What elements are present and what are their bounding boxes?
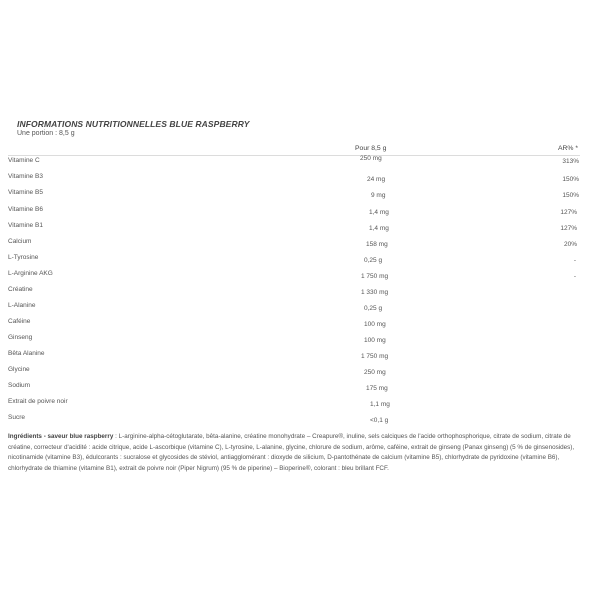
table-row xyxy=(8,382,580,392)
table-row xyxy=(8,254,580,264)
table-row xyxy=(8,222,580,232)
table-row xyxy=(8,350,580,360)
column-header-ar: AR% * xyxy=(557,145,578,152)
table-row xyxy=(8,334,580,344)
nutrient-name: L-Tyrosine xyxy=(8,254,39,261)
column-header-portion: Pour 8,5 g xyxy=(355,145,387,152)
nutrient-name: Vitamine B3 xyxy=(8,173,43,180)
serving-size: Une portion : 8,5 g xyxy=(17,130,75,137)
nutrient-amount: 1,1 mg xyxy=(370,401,390,408)
table-row xyxy=(8,238,580,248)
table-row xyxy=(8,206,580,216)
nutrient-name: Vitamine B5 xyxy=(8,189,43,196)
nutrient-name: Calcium xyxy=(8,238,32,245)
nutrient-name: Créatine xyxy=(8,286,33,293)
table-header xyxy=(8,145,580,156)
table-row xyxy=(8,286,580,296)
nutrient-name: L-Alanine xyxy=(8,302,36,309)
nutrient-ar: 20% xyxy=(563,241,577,248)
nutrient-amount: 175 mg xyxy=(366,385,388,392)
nutrient-ar: - xyxy=(573,257,576,264)
ingredients-list: : L-arginine-alpha-cétoglutarate, bêta-alanine, créatine monohydrate – Creapure®, inuline, sels calciques de l'acide orthophosphorique, citrate de sodium, citrate de créatine, correcteur d'acidité : acide citrique, acide L-ascorbique (vitamine C), L-tyrosine, L-alanine, glycine, chlorure de sodium, arôme, caféine, extrait de ginseng (Panax ginseng) (5 % de ginsenosides), nicotinamide (vitamine B3), édulcorants : sucralose et glycosides de stéviol, antiagglomérant : dioxyde de silicium, D-pantothénate de calcium (vitamine B5), chlorhydrate de pyridoxine (vitamine B6), chlorhydrate de thiamine (vitamine B1), extrait de poivre noir (Piper Nigrum) (95 % de piperine) – Bioperine®, colorant : bleu brillant FCF. xyxy=(8,433,575,472)
nutrient-amount: 100 mg xyxy=(364,321,386,328)
table-row xyxy=(8,270,580,280)
nutrient-amount: 0,25 g xyxy=(364,305,383,312)
nutrient-amount: 1,4 mg xyxy=(369,209,389,216)
nutrient-name: Vitamine C xyxy=(8,157,40,164)
nutrient-amount: 1 750 mg xyxy=(361,353,389,360)
nutrient-ar: 150% xyxy=(562,176,579,183)
nutrient-name: Sucre xyxy=(8,414,25,421)
ingredients-text xyxy=(8,432,583,474)
nutrient-amount: 1,4 mg xyxy=(369,225,389,232)
nutrient-amount: 250 mg xyxy=(360,155,382,162)
table-row xyxy=(8,173,580,183)
nutrient-name: Glycine xyxy=(8,366,30,373)
nutrient-amount: 9 mg xyxy=(371,192,386,199)
nutrient-amount: 1 750 mg xyxy=(361,273,389,280)
table-row xyxy=(8,157,580,167)
nutrient-ar: - xyxy=(573,273,576,280)
table-row xyxy=(8,414,580,424)
nutrient-amount: 24 mg xyxy=(367,176,386,183)
nutrient-name: Extrait de poivre noir xyxy=(8,398,68,405)
table-row xyxy=(8,398,580,408)
table-row xyxy=(8,302,580,312)
nutrient-name: Vitamine B1 xyxy=(8,222,43,229)
nutrient-amount: 1 330 mg xyxy=(361,289,389,296)
page-title: INFORMATIONS NUTRITIONNELLES BLUE RASPBERRY xyxy=(17,119,250,129)
ingredients-label: Ingrédients - saveur blue raspberry xyxy=(8,433,114,440)
nutrient-amount: <0,1 g xyxy=(370,417,389,424)
nutrient-name: Sodium xyxy=(8,382,31,389)
nutrient-name: Ginseng xyxy=(8,334,33,341)
table-row xyxy=(8,366,580,376)
nutrient-name: Bêta Alanine xyxy=(8,350,45,357)
table-row xyxy=(8,318,580,328)
table-row xyxy=(8,189,580,199)
nutrient-amount: 250 mg xyxy=(364,369,386,376)
nutrient-amount: 158 mg xyxy=(366,241,388,248)
nutrient-amount: 0,25 g xyxy=(364,257,383,264)
nutrient-name: Vitamine B6 xyxy=(8,206,43,213)
nutrient-ar: 150% xyxy=(562,192,579,199)
nutrient-ar: 127% xyxy=(560,209,577,216)
nutrient-ar: 127% xyxy=(560,225,577,232)
nutrient-ar: 313% xyxy=(562,158,579,165)
nutrient-amount: 100 mg xyxy=(364,337,386,344)
nutrient-name: Caféine xyxy=(8,318,31,325)
nutrient-name: L-Arginine AKG xyxy=(8,270,53,277)
